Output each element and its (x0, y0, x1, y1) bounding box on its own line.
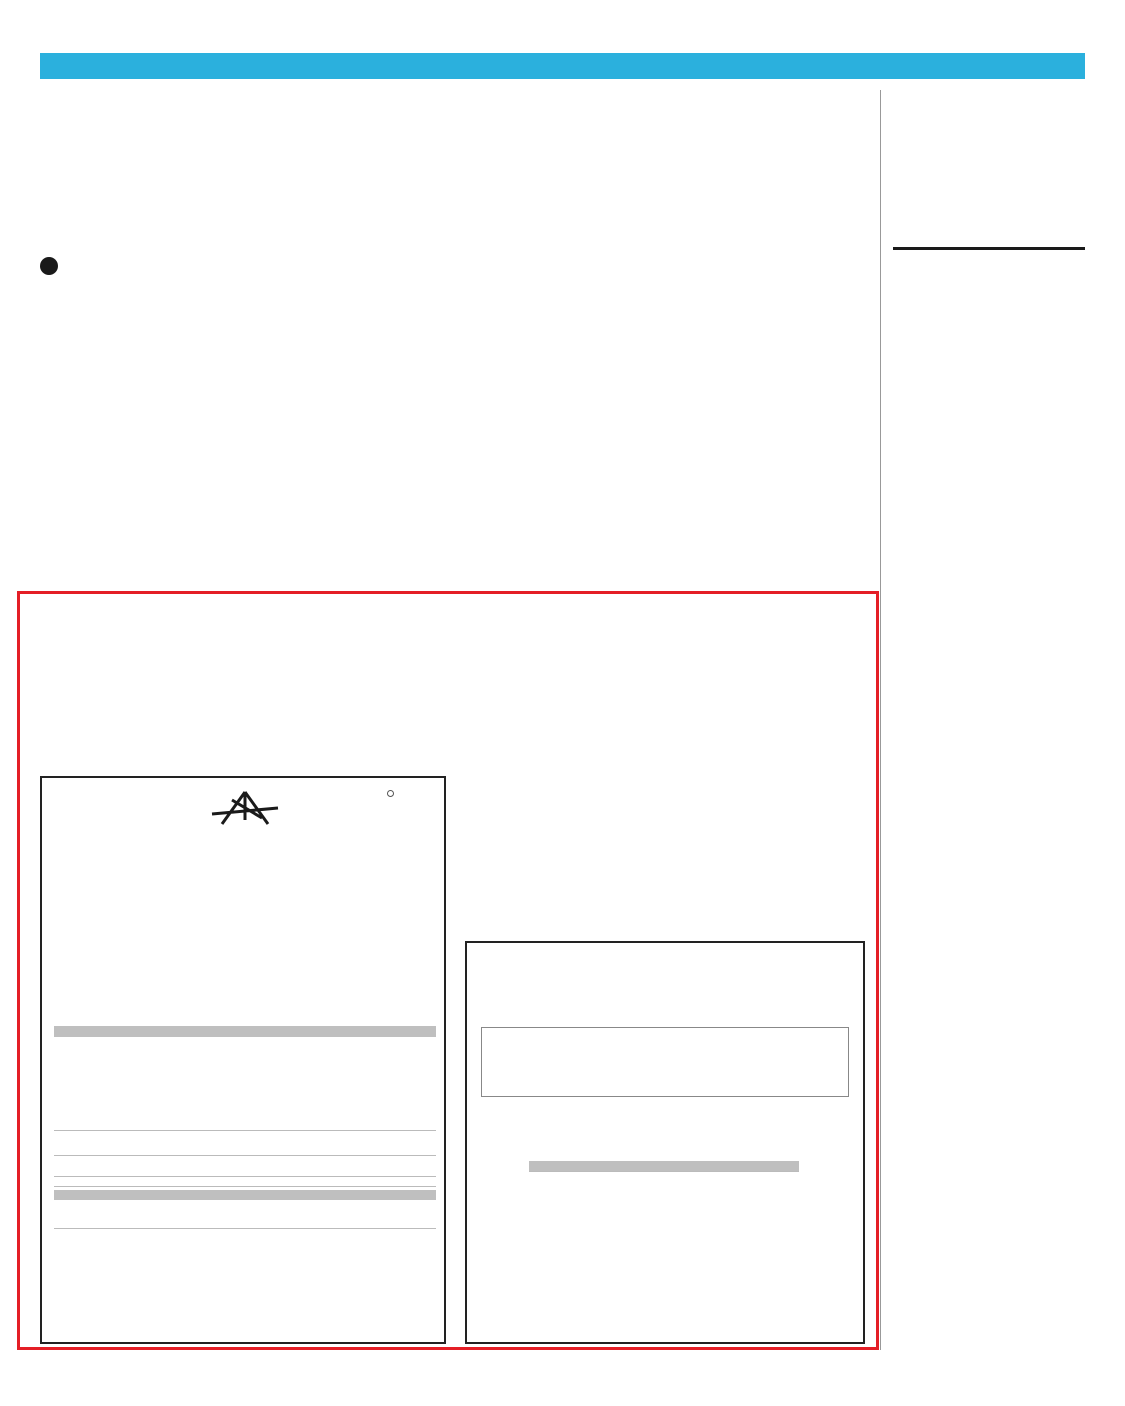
article-column-1 (40, 292, 236, 582)
table-row (54, 1178, 436, 1187)
superservicios-logo-icon (387, 790, 394, 797)
fiscalia-column-4 (679, 656, 873, 932)
keops-advertisement (40, 776, 446, 1344)
subsidies-header (54, 1190, 436, 1200)
keops-pyramid-logo-icon (202, 790, 288, 830)
fiscalia-column-1 (40, 656, 236, 768)
facatativa-advertisement (465, 941, 865, 1344)
fiscalia-column-2 (254, 656, 448, 768)
superservicios-badge (387, 790, 396, 797)
title-rule (893, 247, 1085, 250)
table-row (54, 1168, 436, 1177)
subsidies-column-headers (54, 1220, 436, 1229)
table-row (54, 1122, 436, 1131)
side-article-body (893, 256, 1085, 1348)
article-subhead (40, 256, 68, 277)
article-column-3 (466, 292, 661, 582)
article-column-4 (679, 292, 873, 582)
rates-table-header (529, 1161, 799, 1172)
page-header-bar (40, 53, 1085, 79)
column-divider (880, 90, 881, 1350)
components-header (54, 1026, 436, 1037)
costs-table (481, 1027, 849, 1097)
article-column-2 (254, 292, 448, 582)
table-row (54, 1144, 436, 1156)
fiscalia-column-3 (466, 656, 661, 932)
bullet-icon (40, 257, 58, 275)
